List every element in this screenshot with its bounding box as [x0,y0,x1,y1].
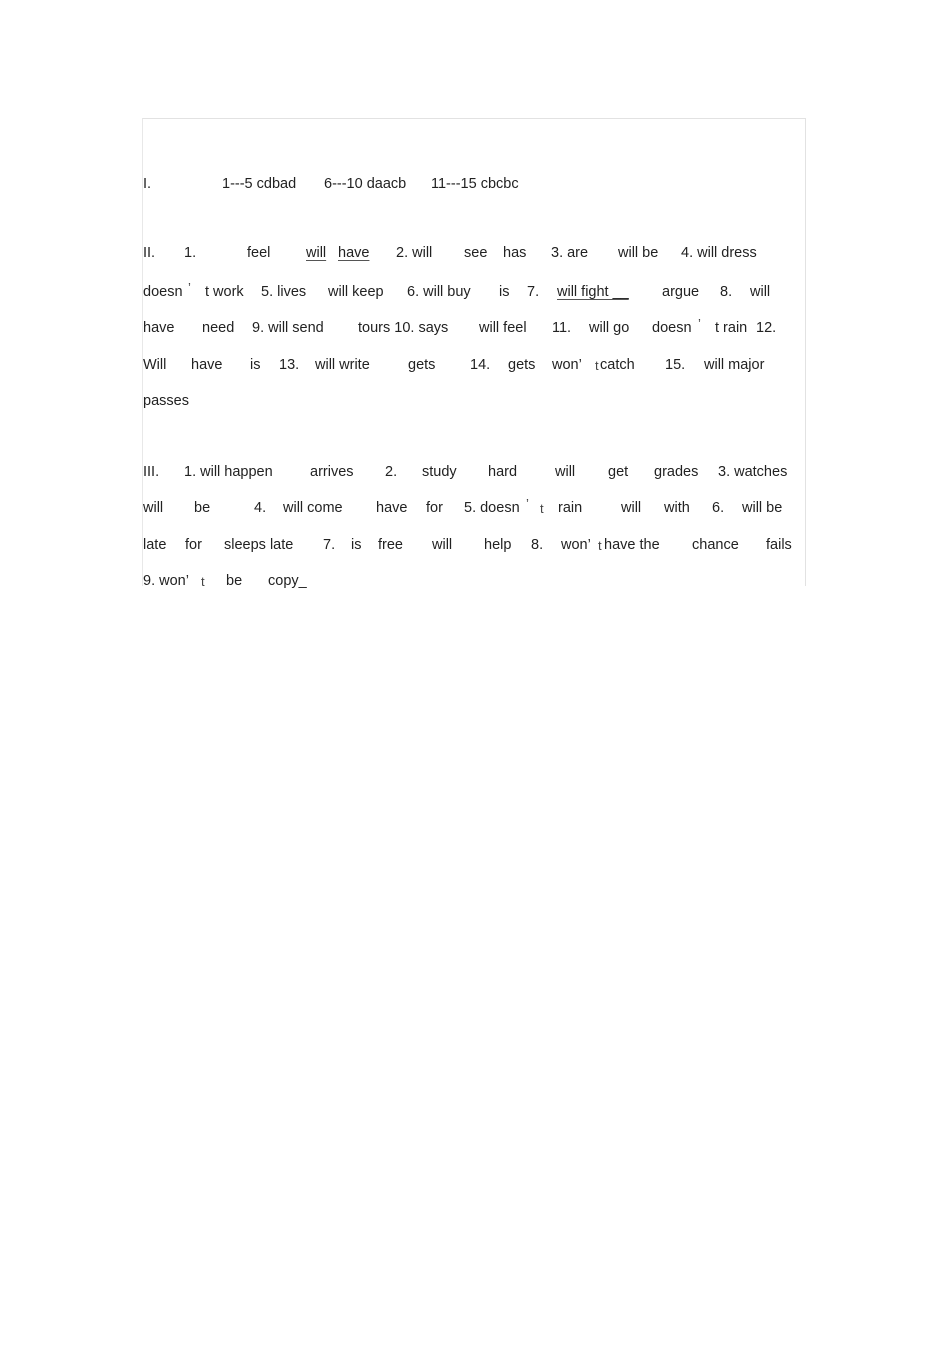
apostrophe-t: t [595,358,599,373]
underlined-answer: will fight __ [557,284,629,300]
answer-text: 5. lives [261,284,307,300]
answer-text: 9. won’ [143,573,189,589]
answer-text: late [143,537,167,553]
answer-text: need [202,320,235,336]
answer-text: will [432,537,453,553]
answer-text: will feel [479,320,527,336]
answer-text: argue [662,284,700,300]
answer-text: will [621,500,642,516]
answer-text: 1. [184,245,197,261]
answer-text: 8. [531,537,544,553]
answer-text: will keep [328,284,384,300]
answer-text: t rain [715,320,748,336]
answer-text: won’ [552,357,582,373]
apostrophe: ’ [698,316,701,331]
answer-text: 12. [756,320,777,336]
answer-text: have [191,357,223,373]
apostrophe: ’ [188,280,191,295]
answer-text: will be [618,245,659,261]
section-2-line-3 [143,318,803,338]
answer-text: for [426,500,443,516]
answer-text: is [351,537,362,553]
section-3-line-3 [143,535,803,555]
answer-text: 4. will dress [681,245,757,261]
answer-text: 13. [279,357,300,373]
section-3-line-1 [143,462,803,482]
answer-text: have [376,500,408,516]
answer-range-1-5: 1---5 cdbad [222,176,297,192]
answer-range-6-10: 6---10 daacb [324,176,407,192]
answer-text: is [250,357,261,373]
apostrophe-t: t [540,501,544,516]
answer-text: 2. will [396,245,433,261]
answer-text: 6. [712,500,725,516]
answer-text: will major [704,357,765,373]
answer-text: has [503,245,527,261]
answer-text: will [750,284,771,300]
answer-range-11-15: 11---15 cbcbc [431,176,519,192]
answer-text: won’ [561,537,591,553]
answer-text: 7. [527,284,540,300]
answer-text: 8. [720,284,733,300]
answer-text: 7. [323,537,336,553]
answer-text: 14. [470,357,491,373]
answer-text: will write [315,357,370,373]
answer-text: be [226,573,243,589]
section-1-numeral: I. [143,176,152,192]
answer-text: sleeps late [224,537,294,553]
section-2-line-2 [143,282,803,302]
apostrophe-t: t [598,538,602,553]
answer-text: tours 10. says [358,320,449,336]
underlined-answer: have [338,245,370,261]
answer-text: will [143,500,164,516]
answer-text: gets [408,357,436,373]
answer-text: catch [600,357,635,373]
apostrophe-t: t [201,574,205,589]
answer-text: free [378,537,403,553]
section-3-numeral: III. [143,464,160,480]
answer-text: gets [508,357,536,373]
answer-text: is [499,284,510,300]
answer-text: 6. will buy [407,284,471,300]
answer-text: t work [205,284,244,300]
answer-text: 2. [385,464,398,480]
answer-text: see [464,245,488,261]
answer-text: study [422,464,457,480]
section-3-line-4 [143,571,803,591]
underlined-answer: will [306,245,327,261]
answer-text: have [143,320,175,336]
answer-text: for [185,537,202,553]
answer-text: 3. are [551,245,589,261]
answer-text: with [664,500,690,516]
section-1-line [143,174,803,194]
answer-text: rain [558,500,583,516]
section-2-line-5 [143,391,803,411]
answer-text: 1. will happen [184,464,273,480]
section-2-line-4 [143,355,803,375]
answer-text: feel [247,245,271,261]
answer-text: 4. [254,500,267,516]
answer-text: grades [654,464,699,480]
answer-text: will come [283,500,343,516]
answer-text: 11. [552,320,572,336]
answer-text: Will [143,357,167,373]
apostrophe: ’ [526,496,529,511]
section-2-numeral: II. [143,245,156,261]
answer-text: will [555,464,576,480]
answer-text: 5. doesn [464,500,520,516]
answer-text: help [484,537,512,553]
answer-text: hard [488,464,518,480]
answer-text: 3. watches [718,464,788,480]
section-2-line-1 [143,243,803,263]
answer-text: get [608,464,629,480]
answer-text: fails [766,537,792,553]
answer-text: arrives [310,464,354,480]
answer-text: 9. will send [252,320,324,336]
answer-text: be [194,500,211,516]
answer-text: doesn [652,320,692,336]
section-3-line-2 [143,498,803,518]
answer-text: will go [589,320,630,336]
answer-text: will be [742,500,783,516]
answer-text: 15. [665,357,686,373]
answer-text: doesn [143,284,183,300]
answer-text: chance [692,537,739,553]
answer-text: have the [604,537,660,553]
answer-text: passes [143,393,189,409]
answer-text: copy_ [268,573,307,589]
